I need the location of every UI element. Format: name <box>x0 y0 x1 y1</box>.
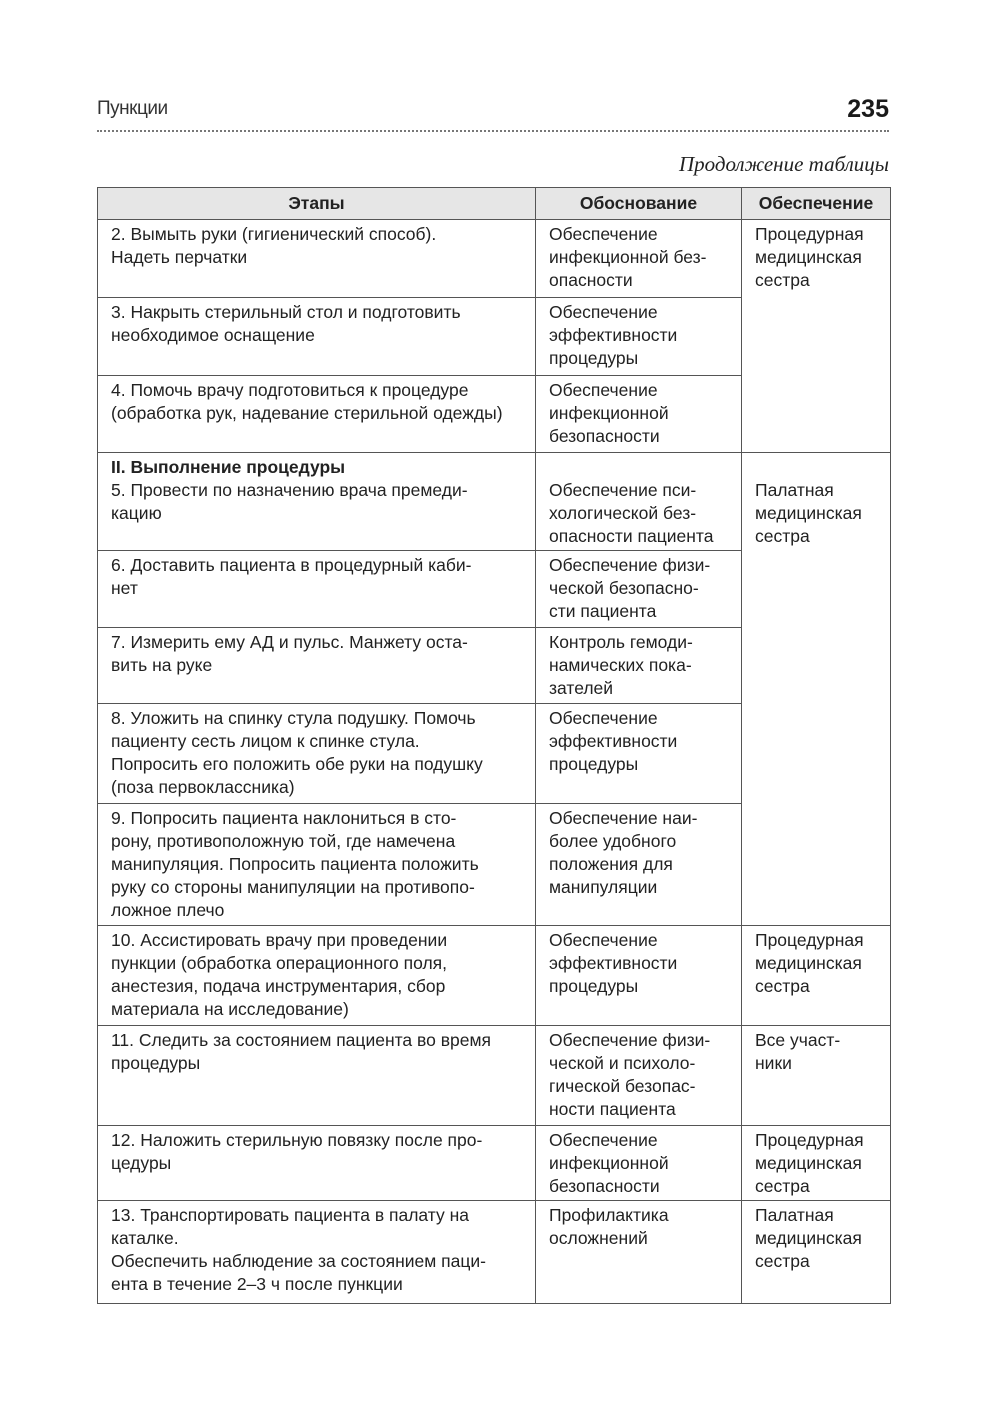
stage-cell-line: Попросить его положить обе руки на подушку <box>111 754 483 774</box>
section-heading: II. Выполнение процедуры <box>111 457 346 477</box>
reason-cell-line: Обеспечение пси- <box>549 480 697 500</box>
stage-cell <box>98 298 536 376</box>
reason-cell-line: сти пациента <box>549 601 657 621</box>
reason-cell-line: гической безопас- <box>549 1076 696 1096</box>
provider-cell <box>742 1026 891 1126</box>
reason-cell-line: осложнений <box>549 1228 648 1248</box>
provider-cell-line: медицинская <box>755 1153 862 1173</box>
stage-cell-line: 6. Доставить пациента в процедурный каби- <box>111 555 472 575</box>
reason-cell <box>536 376 742 453</box>
reason-cell-line: инфекционной без- <box>549 247 707 267</box>
reason-cell <box>536 804 742 926</box>
stage-cell-line: пункции (обработка операционного поля, <box>111 953 448 973</box>
reason-cell-line: ческой и психоло- <box>549 1053 696 1073</box>
stage-cell-line: 12. Наложить стерильную повязку после про- <box>111 1130 483 1150</box>
reason-cell-line: Контроль гемоди- <box>549 632 693 652</box>
reason-cell-line: инфекционной <box>549 403 669 423</box>
stage-cell-line: необходимое оснащение <box>111 325 315 345</box>
stage-cell-line: манипуляция. Попросить пациента положить <box>111 854 479 874</box>
provider-cell-line: медицинская <box>755 953 862 973</box>
provider-cell <box>742 926 891 1026</box>
reason-cell-line: манипуляции <box>549 877 658 897</box>
provider-cell-line: медицинская <box>755 247 862 267</box>
provider-cell-line: сестра <box>755 270 810 290</box>
reason-cell-line: Обеспечение <box>549 224 658 244</box>
stage-cell-line: 7. Измерить ему АД и пульс. Манжету оста- <box>111 632 468 652</box>
reason-cell-line: Обеспечение <box>549 1130 658 1150</box>
stage-cell <box>98 1126 536 1201</box>
reason-cell-line: Обеспечение <box>549 380 658 400</box>
reason-cell-line: процедуры <box>549 976 639 996</box>
column-header-reason: Обоснование <box>536 188 742 220</box>
provider-cell-line: Все участ- <box>755 1030 841 1050</box>
column-header-stages: Этапы <box>98 188 536 220</box>
reason-cell <box>536 926 742 1026</box>
reason-cell-line: Обеспечение <box>549 930 658 950</box>
reason-cell-line: опасности пациента <box>549 526 714 546</box>
reason-cell <box>536 453 742 551</box>
stage-cell <box>98 1026 536 1126</box>
provider-cell <box>742 1126 891 1201</box>
stage-cell-line: руку со стороны манипуляции на противопо- <box>111 877 475 897</box>
reason-cell-line: Обеспечение <box>549 302 658 322</box>
stage-cell <box>98 220 536 298</box>
reason-cell-line: положения для <box>549 854 673 874</box>
reason-cell-line: более удобного <box>549 831 677 851</box>
stage-cell <box>98 704 536 804</box>
reason-cell-line: зателей <box>549 678 614 698</box>
table-caption: Продолжение таблицы <box>678 152 889 176</box>
provider-cell-line: Процедурная <box>755 224 864 244</box>
column-header-provider: Обеспечение <box>742 188 891 220</box>
stage-cell <box>98 926 536 1026</box>
stage-cell <box>98 628 536 704</box>
reason-cell-line: намических пока- <box>549 655 692 675</box>
reason-cell-line: ности пациента <box>549 1099 676 1119</box>
table-row <box>98 453 891 551</box>
stage-cell-line: 9. Попросить пациента наклониться в сто- <box>111 808 457 828</box>
stage-cell-line: Обеспечить наблюдение за состоянием паци- <box>111 1251 486 1271</box>
reason-cell <box>536 551 742 628</box>
reason-cell <box>536 1126 742 1201</box>
stage-cell-line: цедуры <box>111 1153 172 1173</box>
provider-cell-line: Процедурная <box>755 1130 864 1150</box>
reason-cell-line: процедуры <box>549 348 639 368</box>
stage-cell-line: рону, противоположную той, где намечена <box>111 831 456 851</box>
stage-cell-line: анестезия, подача инструментария, сбор <box>111 976 446 996</box>
stage-cell-line: ложное плечо <box>111 900 225 920</box>
procedure-table <box>97 187 891 1304</box>
stage-cell-line: 5. Провести по назначению врача премеди- <box>111 480 468 500</box>
reason-cell <box>536 628 742 704</box>
stage-cell-line: 2. Вымыть руки (гигиенический способ). <box>111 224 437 244</box>
provider-cell-line: ники <box>755 1053 792 1073</box>
stage-cell-line: пациенту сесть лицом к спинке стула. <box>111 731 420 751</box>
stage-cell-line: 8. Уложить на спинку стула подушку. Помочь <box>111 708 476 728</box>
stage-cell-line: материала на исследование) <box>111 999 349 1019</box>
reason-cell-line: безопасности <box>549 426 660 446</box>
provider-cell-line: сестра <box>755 1176 810 1196</box>
stage-cell-line: 10. Ассистировать врачу при проведении <box>111 930 448 950</box>
reason-cell-line: Обеспечение физи- <box>549 1030 711 1050</box>
reason-cell <box>536 704 742 804</box>
reason-cell-line: эффективности <box>549 731 678 751</box>
stage-cell-line: (обработка рук, надевание стерильной одежды) <box>111 403 503 423</box>
provider-cell-line: сестра <box>755 976 810 996</box>
running-title: Пункции <box>97 98 168 119</box>
stage-cell-line: Надеть перчатки <box>111 247 248 267</box>
stage-cell <box>98 1201 536 1304</box>
reason-cell-line: процедуры <box>549 754 639 774</box>
reason-cell-line: эффективности <box>549 325 678 345</box>
reason-cell <box>536 298 742 376</box>
reason-cell-line: ческой безопасно- <box>549 578 699 598</box>
provider-cell <box>742 453 891 926</box>
reason-cell <box>536 1026 742 1126</box>
provider-cell-line: сестра <box>755 1251 810 1271</box>
reason-cell-line: опасности <box>549 270 633 290</box>
provider-cell-line: медицинская <box>755 503 862 523</box>
table-row <box>98 1026 891 1126</box>
provider-cell-line: медицинская <box>755 1228 862 1248</box>
stage-cell-line: (поза первоклассника) <box>111 777 295 797</box>
provider-cell-line: Палатная <box>755 1205 834 1225</box>
reason-cell-line: Обеспечение наи- <box>549 808 698 828</box>
reason-cell <box>536 220 742 298</box>
table-header-row <box>98 188 891 220</box>
stage-cell <box>98 551 536 628</box>
stage-cell-line: процедуры <box>111 1053 201 1073</box>
provider-cell-line: Палатная <box>755 480 834 500</box>
reason-cell-line: Профилактика <box>549 1205 669 1225</box>
table-row <box>98 1126 891 1201</box>
table-row <box>98 1201 891 1304</box>
reason-cell-line: хологической без- <box>549 503 697 523</box>
table-row <box>98 220 891 298</box>
stage-cell-line: 4. Помочь врачу подготовиться к процедуре <box>111 380 469 400</box>
stage-cell-line: кацию <box>111 503 162 523</box>
stage-cell-line: нет <box>111 578 138 598</box>
reason-cell-line: эффективности <box>549 953 678 973</box>
stage-cell-line: каталке. <box>111 1228 179 1248</box>
page-number: 235 <box>847 95 889 123</box>
reason-cell-line: инфекционной <box>549 1153 669 1173</box>
stage-cell <box>98 453 536 551</box>
stage-cell-line: вить на руке <box>111 655 213 675</box>
stage-cell-line: 11. Следить за состоянием пациента во время <box>111 1030 491 1050</box>
reason-cell-line: Обеспечение физи- <box>549 555 711 575</box>
provider-cell <box>742 1201 891 1304</box>
provider-cell-line: Процедурная <box>755 930 864 950</box>
provider-cell <box>742 220 891 453</box>
reason-cell-line: безопасности <box>549 1176 660 1196</box>
reason-cell-line: Обеспечение <box>549 708 658 728</box>
reason-cell <box>536 1201 742 1304</box>
table-row <box>98 926 891 1026</box>
stage-cell-line: ента в течение 2–3 ч после пункции <box>111 1274 403 1294</box>
header-divider <box>97 130 889 132</box>
stage-cell-line: 13. Транспортировать пациента в палату на <box>111 1205 469 1225</box>
provider-cell-line: сестра <box>755 526 810 546</box>
stage-cell <box>98 804 536 926</box>
stage-cell <box>98 376 536 453</box>
stage-cell-line: 3. Накрыть стерильный стол и подготовить <box>111 302 461 322</box>
